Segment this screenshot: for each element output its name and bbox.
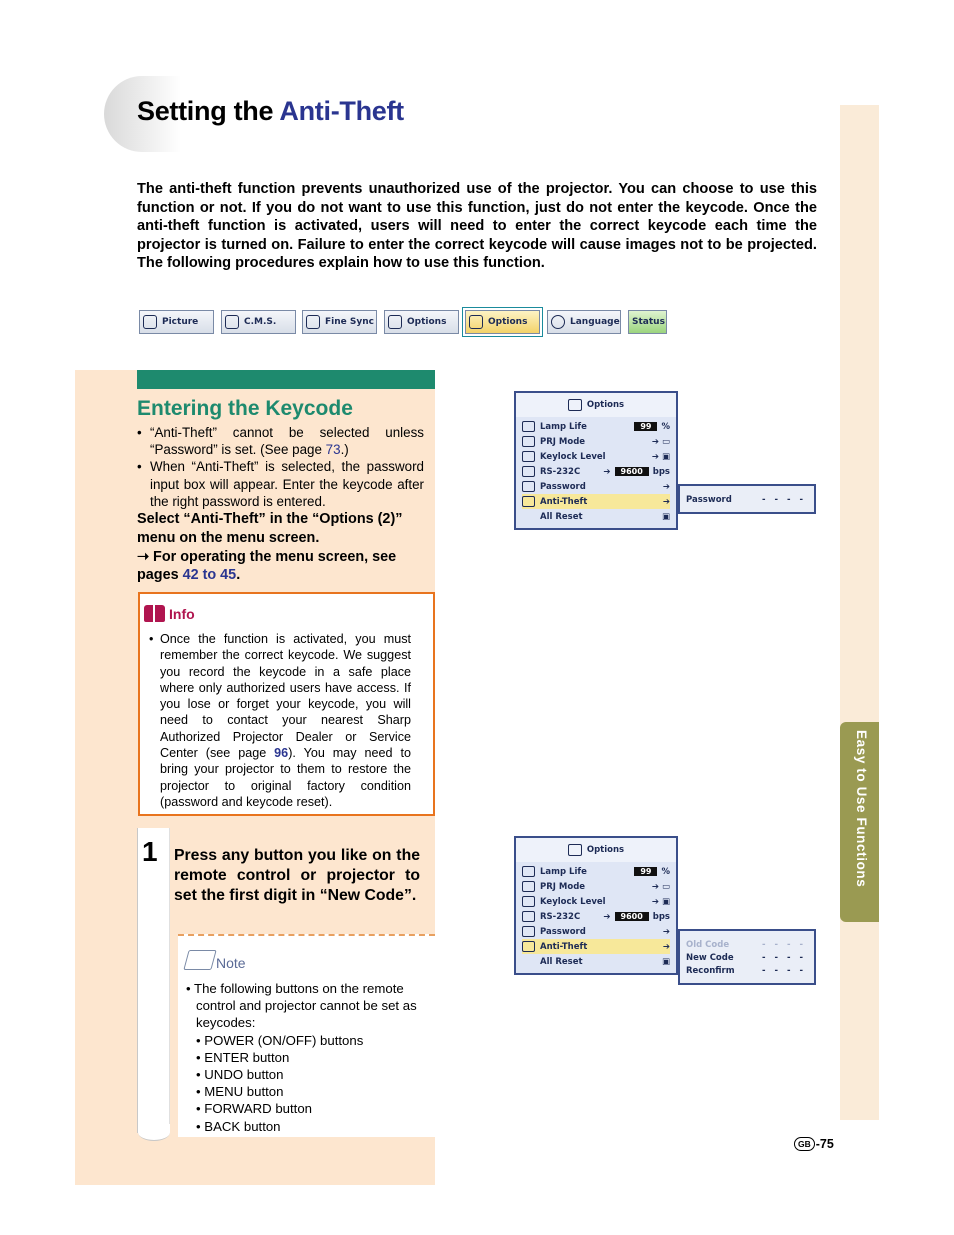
step-text: Press any button you like on the remote control or projector to set the first digit in “New Code”. xyxy=(174,847,420,904)
rs232c-icon xyxy=(522,466,535,477)
key-icon xyxy=(522,481,535,492)
bullet-item: • When “Anti-Theft” is selected, the password input box will appear. Enter the keycode after the right password is entered. xyxy=(137,459,424,509)
menu-row-lamp-life: Lamp Life 99 % xyxy=(522,864,670,879)
tab-options-1: Options xyxy=(384,310,459,334)
menu-header: Options xyxy=(516,393,676,417)
note-lead: • The following buttons on the remote control and projector cannot be set as keycodes: xyxy=(186,981,417,1031)
popup-row-reconfirm: Reconfirm - - - - xyxy=(686,965,806,976)
menu-row-prj-mode: PRJ Mode ➔ ▭ xyxy=(522,434,670,449)
tab-options-2: Options xyxy=(465,310,540,334)
menu-row-password: Password ➔ xyxy=(522,479,670,494)
section-bar xyxy=(137,370,435,389)
options-menu-screenshot-1 xyxy=(514,391,678,530)
instruction: Select “Anti-Theft” in the “Options (2)” menu on the menu screen. ➝ For operating the menu screen, see pages 42 to 45. xyxy=(137,511,403,584)
tab-status: Status xyxy=(628,310,667,334)
step-number: 1 xyxy=(142,836,158,867)
book-icon xyxy=(144,605,165,622)
menu-row-anti-theft: Anti-Theft ➔ xyxy=(522,939,670,954)
menu-row-keylock: Keylock Level ➔ ▣ xyxy=(522,449,670,464)
rs232c-icon xyxy=(522,911,535,922)
section-bullets xyxy=(137,424,424,510)
password-popup xyxy=(678,484,816,514)
menu-row-keylock: Keylock Level ➔ ▣ xyxy=(522,894,670,909)
bullet-item: • “Anti-Theft” cannot be selected unless “Password” is set. (See page 73.) xyxy=(137,425,424,458)
menu-row-password: Password ➔ xyxy=(522,924,670,939)
menu-row-rs232c: RS-232C ➔ 9600 bps xyxy=(522,464,670,479)
sidebar-label: Easy to Use Functions xyxy=(854,730,869,888)
popup-row-new-code: New Code - - - - xyxy=(686,952,806,963)
intro-paragraph: The anti-theft function prevents unauthorized use of the projector. You can choose to use this function or not. If you do not want to use this function, just do not enter the keycode. Once the anti-theft function is activated, users will need to enter the correct keycode each time the projector is turned on. Failure to enter the correct keycode will cause images not to be projected. The following procedures explain how to use this function. xyxy=(137,181,817,272)
note-item: • MENU button xyxy=(196,1084,284,1100)
note-label: Note xyxy=(216,955,246,971)
note-item: • UNDO button xyxy=(196,1067,284,1083)
options-icon xyxy=(388,315,402,329)
options-menu-screenshot-2 xyxy=(514,836,678,975)
popup-row-password: Password - - - - xyxy=(686,494,806,505)
page-title: Setting the Anti-Theft xyxy=(137,96,404,126)
options-icon xyxy=(568,399,582,411)
page-number: GB -75 xyxy=(794,1137,834,1151)
tab-fine-sync: Fine Sync xyxy=(302,310,377,334)
menu-tab-bar xyxy=(139,310,679,336)
info-text: • Once the function is activated, you must remember the correct keycode. We suggest you record the keycode in a safe place where only authorized users have access. If you lose or forget your keycode, you will need to contact your nearest Sharp Authorized Projector Dealer or Service Center (see page 96). You may need to bring your projector to them to restore the projector to original factory condition (password and keycode reset). xyxy=(149,632,412,809)
menu-row-all-reset: All Reset ▣ xyxy=(540,956,670,967)
menu-row-all-reset: All Reset ▣ xyxy=(540,511,670,522)
tab-language: Language xyxy=(547,310,621,334)
keycode-popup xyxy=(678,929,816,985)
tab-picture: Picture xyxy=(139,310,214,334)
projector-icon xyxy=(522,436,535,447)
step-tab xyxy=(137,828,170,1133)
anti-theft-icon xyxy=(522,496,535,507)
lamp-icon xyxy=(522,866,535,877)
anti-theft-icon xyxy=(522,941,535,952)
info-label: Info xyxy=(169,606,195,622)
note-list xyxy=(186,980,426,1135)
popup-row-old-code: Old Code - - - - xyxy=(686,939,806,950)
lock-icon xyxy=(522,451,535,462)
language-icon xyxy=(551,315,565,329)
note-item: • BACK button xyxy=(196,1118,281,1134)
sidebar-background xyxy=(840,105,879,1120)
menu-row-prj-mode: PRJ Mode ➔ ▭ xyxy=(522,879,670,894)
pencil-note-icon xyxy=(183,950,216,970)
picture-icon xyxy=(143,315,157,329)
tab-cms: C.M.S. xyxy=(221,310,296,334)
menu-row-rs232c: RS-232C ➔ 9600 bps xyxy=(522,909,670,924)
section-heading: Entering the Keycode xyxy=(137,397,353,420)
lock-icon xyxy=(522,896,535,907)
projector-icon xyxy=(522,881,535,892)
region-badge: GB xyxy=(794,1137,815,1151)
info-box xyxy=(138,592,435,816)
note-item: • POWER (ON/OFF) buttons xyxy=(196,1032,364,1048)
note-item: • FORWARD button xyxy=(196,1101,313,1117)
menu-row-anti-theft: Anti-Theft ➔ xyxy=(522,494,670,509)
cms-icon xyxy=(225,315,239,329)
menu-row-lamp-life: Lamp Life 99 % xyxy=(522,419,670,434)
options-icon xyxy=(469,315,483,329)
fine-sync-icon xyxy=(306,315,320,329)
note-box xyxy=(178,934,435,1137)
lamp-icon xyxy=(522,421,535,432)
menu-header: Options xyxy=(516,838,676,862)
options-icon xyxy=(568,844,582,856)
key-icon xyxy=(522,926,535,937)
note-item: • ENTER button xyxy=(196,1049,290,1065)
